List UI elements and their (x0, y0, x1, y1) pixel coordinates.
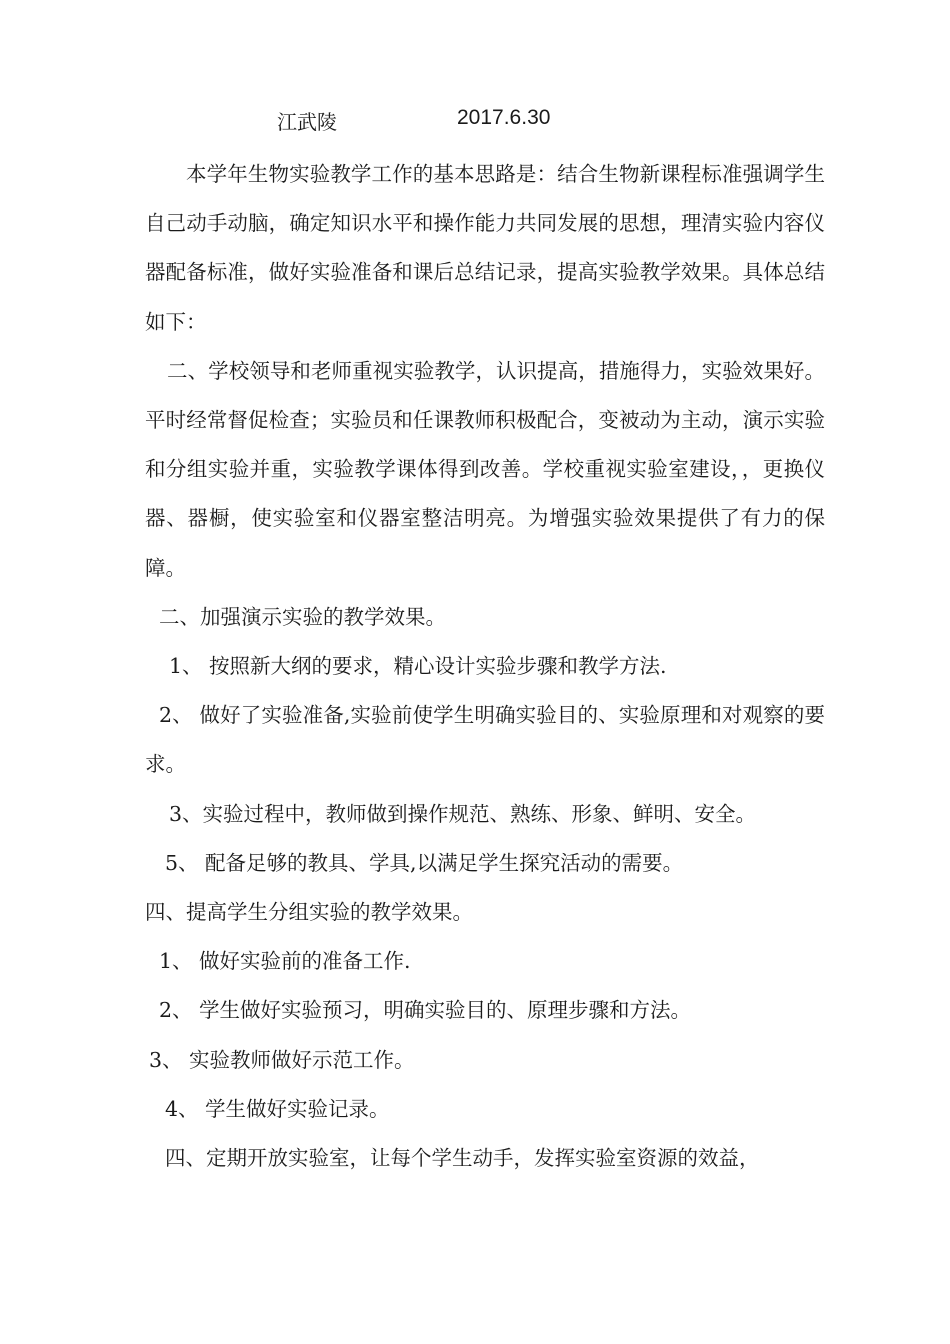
document-date: 2017.6.30 (457, 106, 551, 129)
author-name: 江武陵 (277, 110, 337, 134)
document-header (0, 106, 950, 140)
demo-item-2: 2、 做好了实验准备,实验前使学生明确实验目的、实验原理和对观察的要求。 (145, 703, 825, 777)
group-item-3: 3、 实验教师做好示范工作。 (149, 1047, 415, 1072)
intro-paragraph: 本学年生物实验教学工作的基本思路是：结合生物新课程标准强调学生自己动手动脑，确定知识水平和操作能力共同发展的思想，理清实验内容仪器配备标准，做好实验准备和课后总结记录，提高实验教学效果。具体总结如下： (145, 162, 825, 334)
section-group-heading: 四、提高学生分组实验的教学效果。 (145, 900, 473, 925)
demo-item-1: 1、 按照新大纲的要求，精心设计实验步骤和教学方法. (169, 654, 667, 679)
document-body (145, 150, 825, 1183)
group-item-2: 2、 学生做好实验预习，明确实验目的、原理步骤和方法。 (159, 998, 692, 1023)
group-item-1: 1、 做好实验前的准备工作. (159, 949, 411, 974)
section-leadership: 二、学校领导和老师重视实验教学，认识提高，措施得力，实验效果好。平时经常督促检查；实验员和任课教师积极配合，变被动为主动，演示实验和分组实验并重，实验教学课体得到改善。学校重视实验室建设，，更换仪器、器橱，使实验室和仪器室整洁明亮。为增强实验效果提供了有力的保障。 (145, 358, 825, 580)
demo-item-5: 5、 配备足够的教具、学具,以满足学生探究活动的需要。 (165, 850, 684, 875)
section-open-lab: 四、定期开放实验室，让每个学生动手，发挥实验室资源的效益， (165, 1146, 760, 1171)
group-item-4: 4、 学生做好实验记录。 (165, 1096, 390, 1121)
demo-item-3: 3、实验过程中，教师做到操作规范、熟练、形象、鲜明、安全。 (169, 801, 757, 826)
section-demo-heading: 二、加强演示实验的教学效果。 (159, 604, 446, 629)
